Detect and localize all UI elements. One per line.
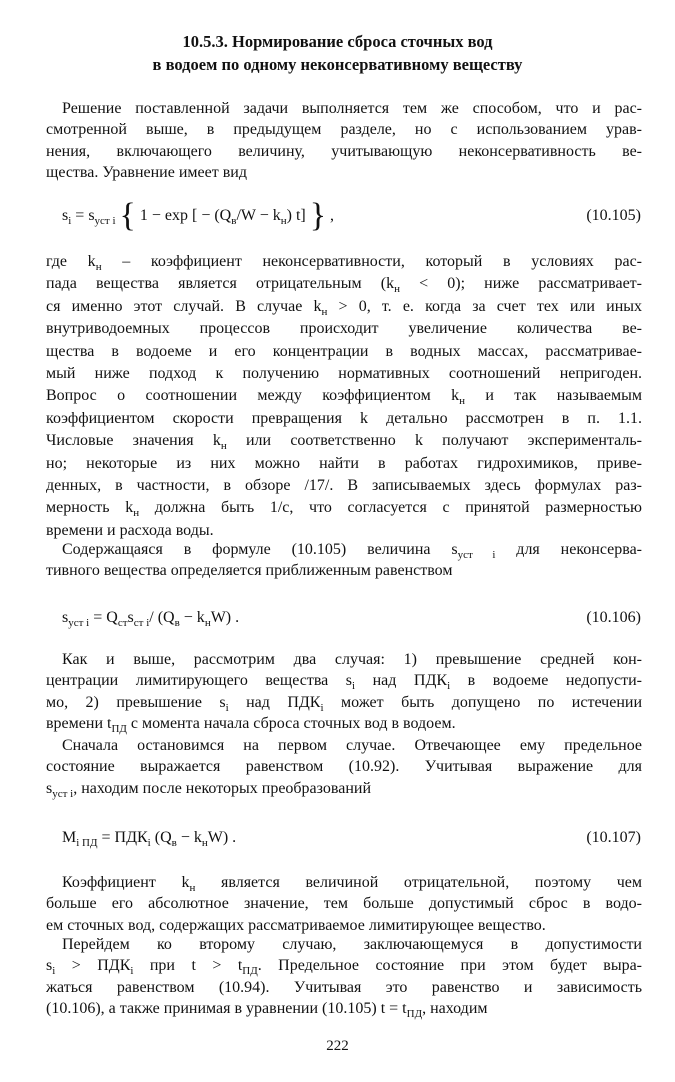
text-line: Перейдем ко второму случаю, заключающемуся в допустимости [62,936,642,953]
text-line: жаться равенством (10.94). Учитывая это равенство и зависимость [46,978,642,996]
text-line: Числовые значения $k_н$ или соответственно k получают эксперименталь- [46,432,642,453]
text-line: щества в водоеме и его концентрации в водных массах, рассматривае- [46,342,642,360]
text-line: (10.106), а также принимая в уравнении (10.105) $t = t_{ПД}$, находим [46,1000,488,1021]
text-line: коэффициентом скорости превращения k детально рассмотрен в п. 1.1. [46,409,642,427]
text-line: где $k_н$ – коэффициент неконсервативности, который в условиях рас- [46,253,643,274]
text-line: ся именно этот случай. В случае $k_н > 0$, т. е. когда за счет тех или иных [46,297,643,318]
text-line: ем сточных вод, содержащих рассматриваемое лимитирующее вещество. [46,916,546,934]
text-line: Сначала остановимся на первом случае. Отвечающее ему предельное [62,737,642,754]
text-line: $s_{уст i}$, находим после некоторых преобразований [46,779,372,800]
equation-10-106: $s_{уст i} = Q_{ст}s_{ст i}/$ $(Q_в - k_нW)$ . [62,609,240,630]
text-line: но; некоторые из них можно найти в работах гидрохимиков, приве- [46,454,642,472]
text-line: больше его абсолютное значение, тем больше допустимый сброс в водо- [46,895,642,913]
text-line: смотренной выше, в предыдущем разделе, но с использованием урав- [46,121,642,139]
equation-number-10-107: (10.107) [586,829,641,846]
text-line: Решение поставленной задачи выполняется тем же способом, что и рас- [62,100,642,117]
text-line: щества. Уравнение имеет вид [46,164,247,182]
text-line: Содержащаяся в формуле (10.105) величина $s_{уст i}$ для неконсерва- [62,541,643,562]
section-heading-line-2: в водоем по одному неконсервативному веществу [152,55,523,74]
text-line: тивного вещества определяется приближенным равенством [46,562,453,580]
text-line: внутриводоемных процессов происходит увеличение количества ве- [46,320,642,338]
text-line: мо, 2) превышение $s_i$ над $ПДК_i$ может быть допущено по истечении [46,693,643,714]
equation-number-10-106: (10.106) [586,609,641,626]
text-line: времени и расхода воды. [46,521,214,539]
text-line: мый ниже подход к получению нормативных соотношений непригоден. [46,365,642,382]
text-line: Вопрос о соотношении между коэффициентом $k_н$ и так называемым [46,387,643,408]
text-line: Коэффициент $k_н$ является величиной отрицательной, поэтому чем [62,874,642,895]
equation-number-10-105: (10.105) [586,207,641,224]
text-line: состояние выражается равенством (10.92). Учитывая выражение для [46,758,642,776]
equation-10-105: $s_i = s_{уст i}$ { 1 − exp [ − $(Q_в/W - k_н)$ t] } , [62,197,335,234]
text-line: мерность $k_н$ должна быть 1/с, что согласуется с принятой размерностью [46,499,642,520]
equation-10-107: $M_{i ПД} = ПДК_i$ $(Q_в - k_нW)$ . [62,829,237,850]
text-line: денных, в частности, в обзоре /17/. В записываемых здесь формулах раз- [46,477,642,494]
page-number: 222 [326,1038,349,1054]
text-line: $s_i > ПДК_i$ при $t > t_{ПД}$. Предельное состояние при этом будет выра- [46,957,642,978]
text-line: центрации лимитирующего вещества $s_i$ над $ПДК_i$ в водоеме недопусти- [46,672,643,693]
section-heading-line-1: 10.5.3. Нормирование сброса сточных вод [182,32,493,51]
text-line: времени $t_{ПД}$ с момента начала сброса сточных вод в водоем. [46,715,456,736]
text-line: пада вещества является отрицательным $(k_н < 0)$; ниже рассматривает- [46,275,642,296]
text-line: Как и выше, рассмотрим два случая: 1) превышение средней кон- [62,651,642,668]
text-line: нения, включающего величину, учитывающую неконсервативность ве- [46,142,642,160]
